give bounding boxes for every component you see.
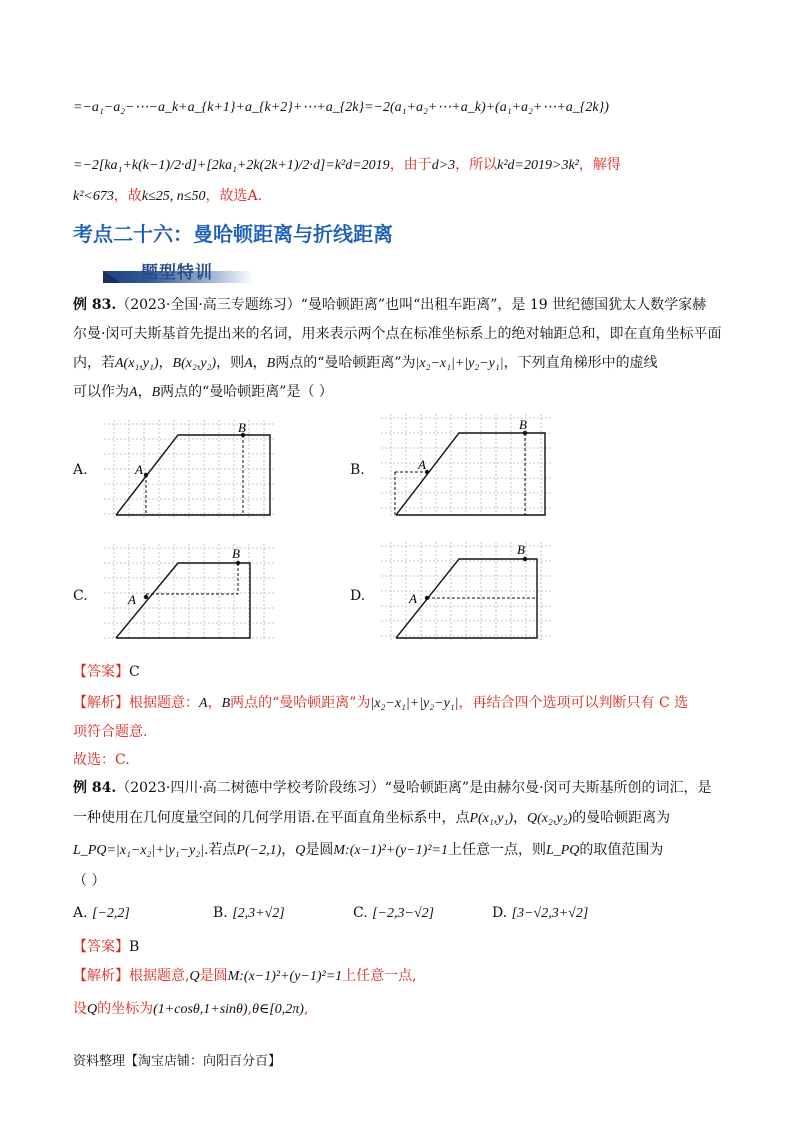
option-d-label: D.	[350, 588, 366, 604]
ex84-choice-c-value: [−2,3−√2]	[372, 906, 435, 921]
ex84-source: （2023·四川·高二树德中学校考阶段练习）	[116, 780, 385, 796]
point-a-label: A	[128, 592, 136, 607]
solution-line-3-red2: ，故选A.	[205, 188, 263, 204]
solution-line-2-red2: ，所以	[455, 157, 498, 173]
ex83-text3c: ，	[252, 355, 267, 371]
banner-triangle	[103, 271, 121, 283]
ex83-a-ref: A	[244, 356, 253, 371]
solution-line-3-math1: k²<673	[73, 189, 114, 204]
point-b-label: B	[517, 542, 525, 557]
point-b-dot	[236, 561, 240, 565]
point-a-dot	[144, 595, 148, 599]
solution-line-3	[73, 186, 262, 207]
ex84-choice-b-value: [2,3+√2]	[232, 906, 285, 921]
option-d-diagram	[375, 540, 555, 642]
ex84-text3e: 的取值范围为	[579, 842, 664, 858]
option-b-diagram	[375, 412, 555, 518]
trapezoid	[396, 433, 545, 515]
banner-label: 题型特训	[141, 263, 213, 283]
ex83-analysis-formula: |x₂−x₁|+|y₂−y₁|	[370, 696, 459, 711]
trapezoid	[116, 563, 250, 638]
ex84-choice-a	[73, 903, 130, 924]
ex84-analysis4c: ,	[247, 1001, 253, 1017]
ex84-choice-c	[353, 903, 434, 924]
option-a-diagram	[98, 418, 278, 520]
ex83-text3b: ，则	[216, 355, 245, 371]
ex83-analysis-b: B	[221, 696, 231, 711]
ex83-b-ref2: B	[151, 385, 161, 400]
solution-line-2-red1: ，由于	[389, 157, 432, 173]
ex84-line-1	[73, 778, 712, 798]
ex83-line-1	[73, 295, 706, 315]
ex83-answer-tag: 【答案】	[73, 664, 129, 680]
ex83-source: （2023·全国·高三专题练习）	[116, 297, 301, 313]
ex84-text1: “曼哈顿距离”是由赫尔曼·闵可夫斯基所创的词汇，是	[384, 780, 712, 796]
question-type-banner	[103, 258, 253, 284]
ex84-analysis4-coord: (1+cosθ,1+sinθ)	[153, 1002, 248, 1017]
ex84-point-q: Q(x₂,y₂)	[527, 811, 573, 826]
ex83-text4a: 可以作为	[73, 384, 129, 400]
ex84-text3a: .若点	[203, 842, 237, 858]
ex84-p-value: P(−2,1)	[236, 843, 282, 858]
ex84-line-4: （ ）	[73, 873, 106, 889]
ex83-analysis1: 根据题意：	[129, 695, 199, 711]
ex84-analysis-circle: M:(x−1)²+(y−1)²=1	[227, 969, 343, 984]
ex84-analysis-tag: 【解析】	[73, 968, 129, 984]
ex84-choice-d-value: [3−√2,3+√2]	[511, 906, 589, 921]
ex83-analysis-sep: ，	[207, 695, 222, 711]
ex84-choice-a-value: [−2,2]	[92, 906, 130, 921]
ex83-text3-sep: ，	[158, 355, 173, 371]
ex83-choice: 故选：C.	[73, 752, 130, 768]
ex83-b-ref: B	[266, 356, 276, 371]
ex83-line-4	[73, 382, 333, 403]
ex84-analysis-line2	[73, 999, 308, 1020]
ex83-text4c: 两点的“曼哈顿距离”是（ ）	[160, 384, 333, 400]
point-a-label: A	[418, 457, 426, 472]
ex84-formula: L_PQ=|x₁−x₂|+|y₁−y₂|	[73, 843, 204, 858]
solution-line-2-math3: k²d=2019>3k²	[497, 158, 579, 173]
solution-line-3-math2: k≤25, n≤50	[141, 189, 206, 204]
ex84-analysis2: 是圆	[199, 968, 228, 984]
ex83-answer	[73, 662, 140, 682]
option-c-diagram	[98, 542, 278, 642]
ex83-text1: “曼哈顿距离”也叫“出租车距离”，是 19 世纪德国犹太人数学家赫	[300, 297, 707, 313]
solution-line-1: =−a₁−a₂−⋯−a_k+a_{k+1}+a_{k+2}+⋯+a_{2k}=−2(a₁+a₂+⋯+a_k)+(a₁+a₂+⋯+a_{2k})	[73, 100, 609, 115]
option-a-label: A.	[73, 462, 88, 478]
section-heading: 考点二十六：曼哈顿距离与折线距离	[73, 222, 393, 246]
ex83-analysis-tag: 【解析】	[73, 695, 129, 711]
ex83-point-a: A(x₁,y₁)	[115, 356, 159, 371]
ex83-analysis3: ，再结合四个选项可以判断只有 C 选	[458, 695, 689, 711]
ex84-text2-sep: ，	[513, 810, 527, 826]
ex84-answer	[73, 937, 139, 957]
ex84-text3c: 是圆	[305, 842, 334, 858]
ex84-analysis4d: ,	[303, 1001, 309, 1017]
ex84-analysis	[73, 966, 417, 987]
point-a-label: A	[135, 462, 143, 477]
ex83-answer-value: C	[129, 664, 140, 680]
ex84-choice-b-label: B.	[213, 905, 228, 921]
ex83-text4b: ，	[137, 384, 152, 400]
ex84-choice-a-label: A.	[73, 905, 88, 921]
ex83-line-3	[73, 353, 658, 374]
ex84-analysis4a: 设	[73, 1001, 87, 1017]
ex84-analysis4-q: Q	[87, 1002, 98, 1017]
point-b-dot	[523, 557, 527, 561]
ex84-choice-c-label: C.	[353, 905, 368, 921]
ex83-analysis-a: A	[199, 696, 208, 711]
footer-source: 资料整理【淘宝店铺：向阳百分百】	[73, 1054, 282, 1069]
ex83-text3e: ，下列直角梯形中的虚线	[503, 355, 658, 371]
trapezoid	[396, 559, 537, 638]
ex84-q-ref: Q	[295, 843, 306, 858]
ex84-analysis-q: Q	[189, 969, 200, 984]
ex84-choice-d	[492, 903, 588, 924]
ex83-a-ref2: A	[129, 385, 138, 400]
point-b-label: B	[232, 546, 240, 561]
ex84-choice-b	[213, 903, 285, 924]
solution-line-2-red3: ，解得	[578, 157, 621, 173]
ex84-circle: M:(x−1)²+(y−1)²=1	[333, 843, 448, 858]
ex83-point-b: B(x₂,y₂)	[172, 356, 217, 371]
ex83-analysis2: 两点的“曼哈顿距离”为	[230, 695, 371, 711]
ex84-analysis4-theta: θ∈[0,2π)	[252, 1002, 304, 1017]
ex84-text2a: 一种使用在几何度量空间的几何学用语.在平面直角坐标系中，点	[73, 810, 470, 826]
ex83-analysis	[73, 693, 688, 714]
ex84-analysis4b: 的坐标为	[97, 1001, 154, 1017]
ex84-text3d: 上任意一点，则	[447, 842, 546, 858]
ex83-formula: |x₂−x₁|+|y₂−y₁|	[415, 356, 504, 371]
solution-line-3-red1: ，故	[113, 188, 142, 204]
point-b-label: B	[238, 420, 246, 435]
ex83-label: 例 83.	[73, 297, 117, 313]
solution-line-2	[73, 155, 621, 176]
ex84-label: 例 84.	[73, 780, 117, 796]
point-a-label: A	[409, 591, 417, 606]
manhattan-path-2	[525, 559, 537, 598]
option-c-label: C.	[73, 588, 88, 604]
point-a-dot	[425, 596, 429, 600]
ex84-line-3	[73, 840, 663, 861]
ex84-point-p: P(x₁,y₁)	[469, 811, 513, 826]
ex84-analysis1: 根据题意,	[129, 968, 190, 984]
ex84-answer-value: B	[129, 939, 140, 955]
ex84-text3b: ，	[281, 842, 296, 858]
ex84-answer-tag: 【答案】	[73, 939, 129, 955]
ex83-text3a: 内，若	[73, 355, 115, 371]
point-a-dot	[144, 473, 148, 477]
point-b-label: B	[519, 417, 527, 432]
ex84-text2b: 的曼哈顿距离为	[572, 810, 671, 826]
ex83-analysis-line2: 项符合题意.	[73, 724, 148, 740]
solution-line-2-math2: d>3	[431, 158, 456, 173]
ex84-choice-d-label: D.	[492, 905, 508, 921]
solution-line-2-math: =−2[ka₁+k(k−1)/2·d]+[2ka₁+2k(2k+1)/2·d]=k²d=2019	[73, 158, 390, 173]
ex83-text3d: 两点的“曼哈顿距离”为	[275, 355, 416, 371]
ex83-line-2: 尔曼·闵可夫斯基首先提出来的名词，用来表示两个点在标准坐标系上的绝对轴距总和，即在直角坐标平面	[73, 326, 722, 342]
option-b-label: B.	[350, 462, 365, 478]
ex84-l-ref: L_PQ	[545, 843, 580, 858]
ex84-line-2	[73, 808, 670, 829]
ex84-analysis3: 上任意一点,	[342, 968, 417, 984]
